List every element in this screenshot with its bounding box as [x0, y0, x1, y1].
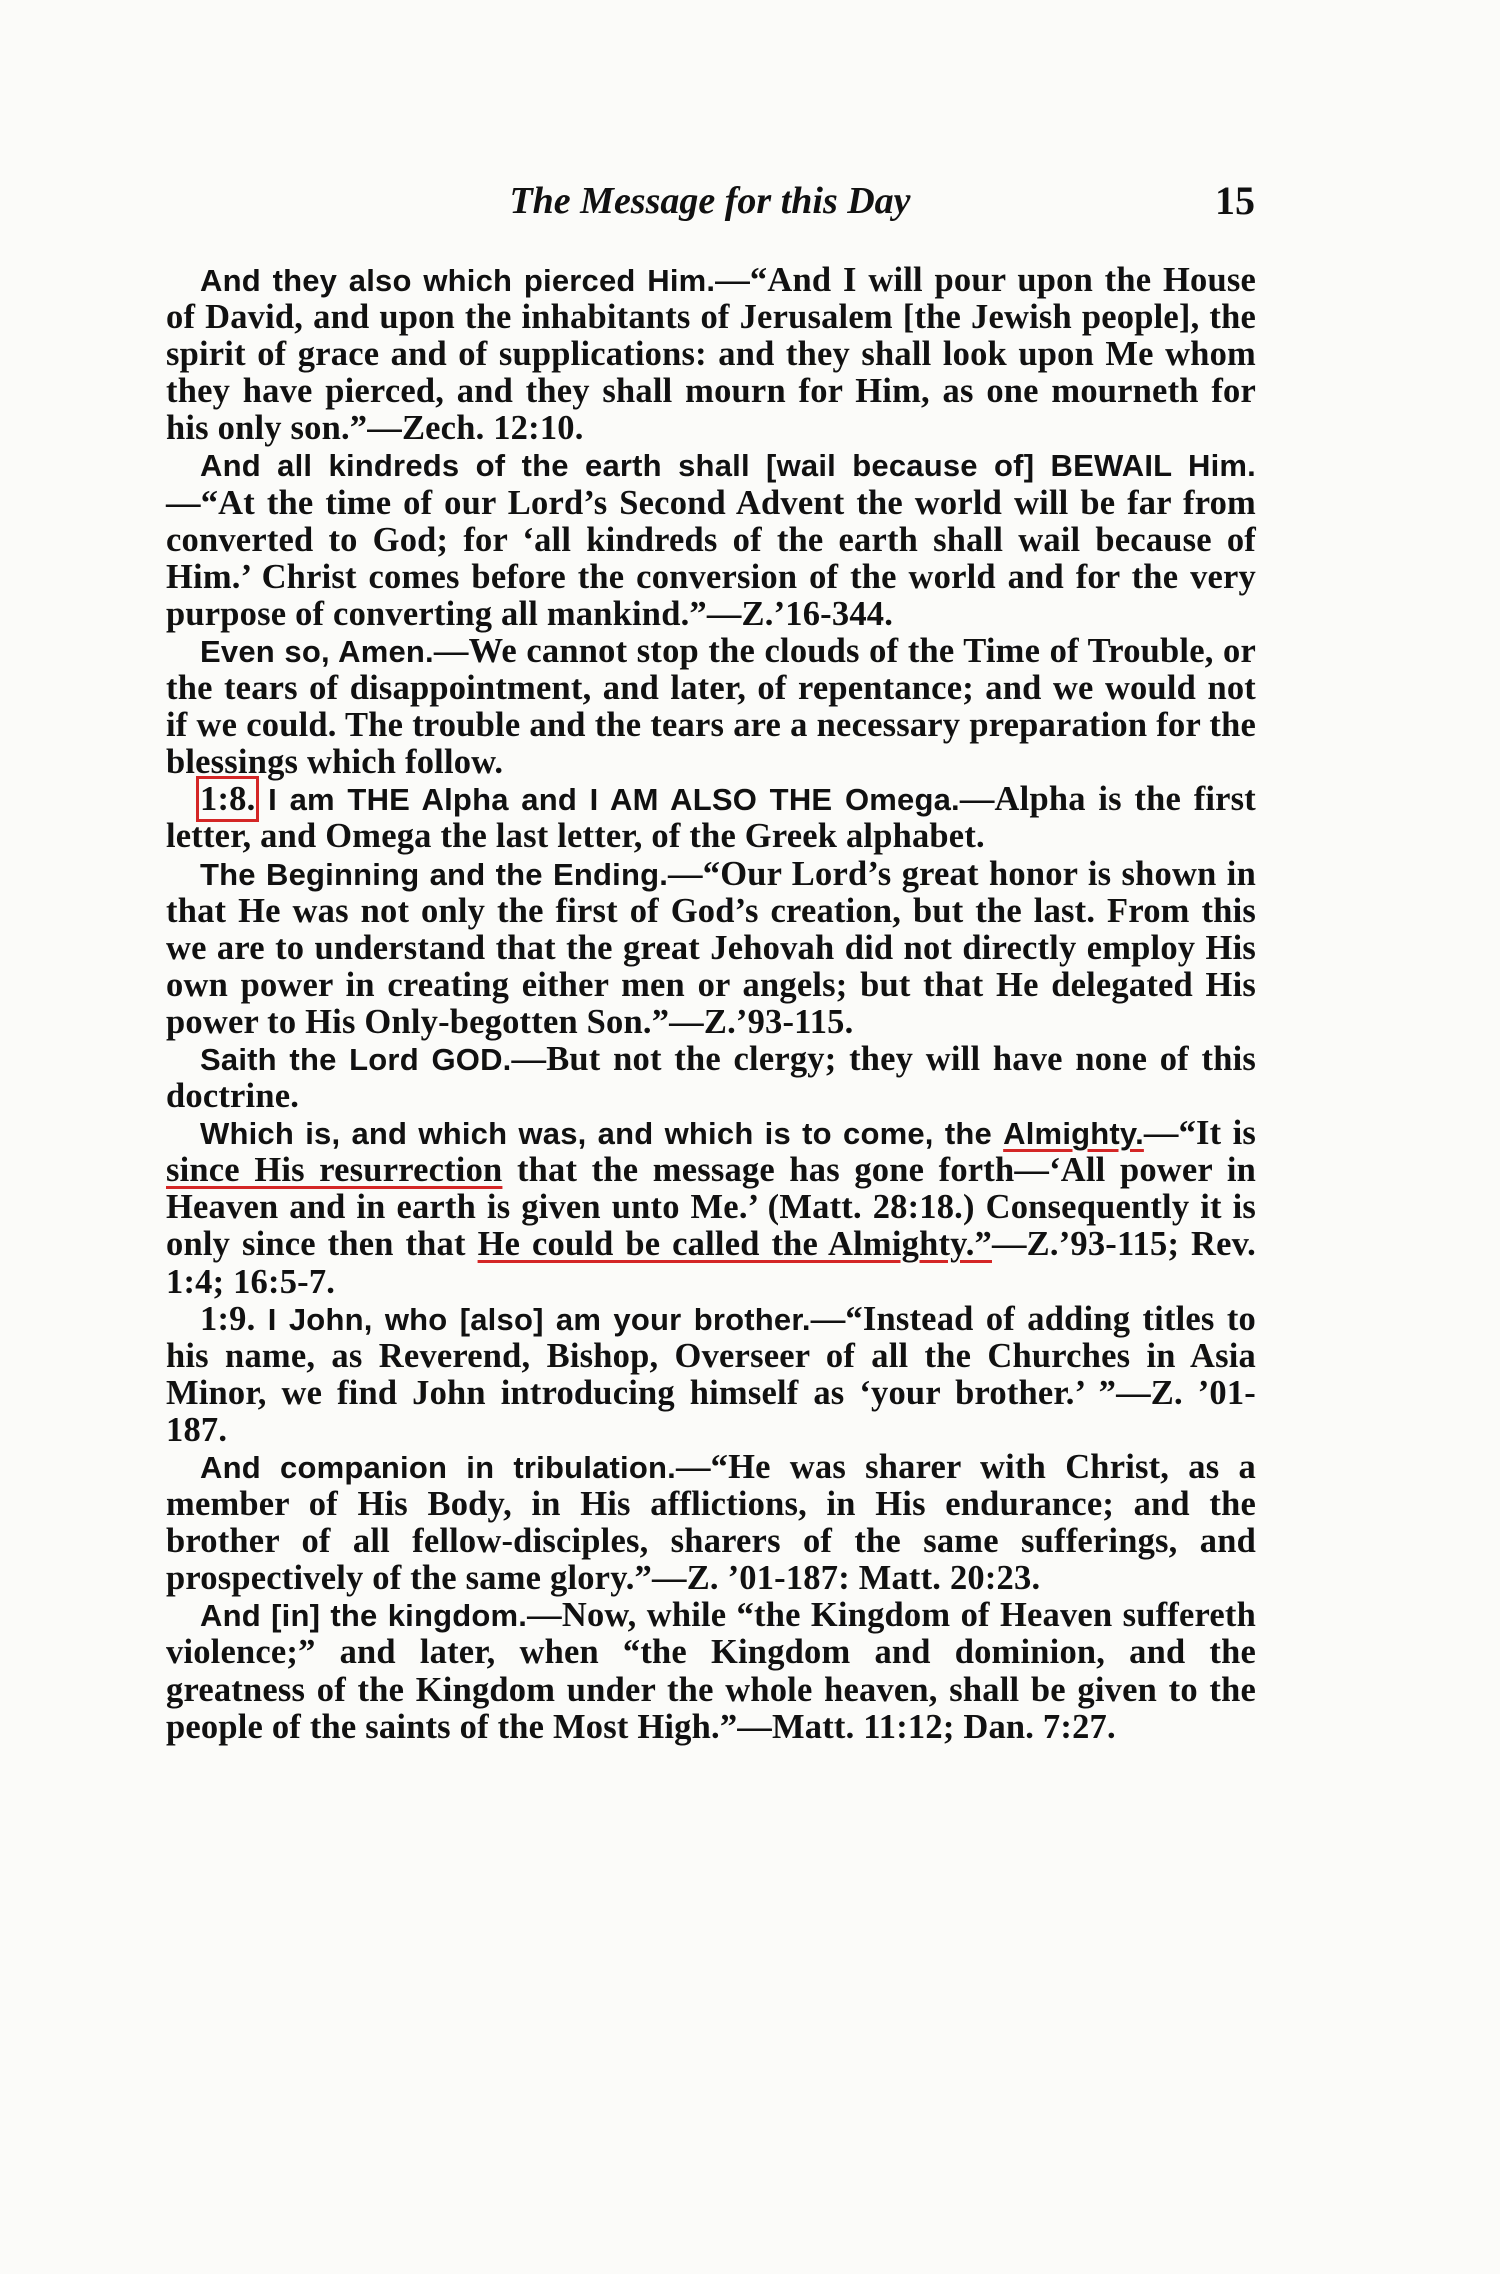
- paragraph-lead: I John, who [also] am your brother.: [267, 1301, 811, 1337]
- paragraph-text: —“Instead of adding titles to his name, as Reverend, Bishop, Overseer of all the Churches in Asia Minor, we find John introducing himself as ‘your brother.’ ”—Z. ’01-187.: [166, 1299, 1257, 1449]
- paragraph-text: —“And I will pour upon the House of David, and upon the inhabitants of Jerusalem [the Jewish people], the spirit of grace and of supplications: and they shall look upon Me whom they have pierced, and they shall mourn for Him, as one mourneth for his only son.”—Zech. 12:10.: [166, 261, 1256, 448]
- underlined-phrase-called-almighty: He could be called the Almighty.”: [477, 1225, 992, 1264]
- paragraph-text: —“At the time of our Lord’s Second Advent the world will be far from converted to God; for ‘all kindreds of the earth shall wail because of Him.’ Christ comes before the conversion of the world and for the very purpose of converting all mankind.”—Z.’16-344.: [166, 483, 1256, 633]
- paragraph: [166, 1597, 1256, 1745]
- paragraph-text: —Now, while “the Kingdom of Heaven suffereth violence;” and later, when “the Kingdom and dominion, and the greatness of the Kingdom under the whole heaven, shall be given to the people of the saints of the Most High.”—Matt. 11:12; Dan. 7:27.: [166, 1596, 1256, 1746]
- paragraph: [166, 1301, 1256, 1449]
- paragraph-lead: Saith the Lord GOD.: [200, 1041, 512, 1077]
- paragraph-text: —“Our Lord’s great honor is shown in that He was not only the first of God’s creation, but the last. From this we are to understand that the great Jehovah did not directly employ His own power in creating either men or angels; but that He delegated His power to His Only-begotten Son.”—Z.’93-115.: [166, 854, 1256, 1041]
- paragraph-lead: And [in] the kingdom.: [200, 1598, 528, 1634]
- running-title: The Message for this Day: [509, 180, 911, 222]
- paragraph-text: —But not the clergy; they will have none of this doctrine.: [166, 1039, 1256, 1116]
- paragraph-text: —“It is: [1143, 1114, 1256, 1153]
- paragraph-lead: And companion in tribulation.: [200, 1450, 676, 1485]
- paragraph-lead: And all kindreds of the earth shall [wail because of] BEWAIL Him.: [200, 448, 1256, 484]
- paragraph-text: —We cannot stop the clouds of the Time of Trouble, or the tears of disappointment, and later, of repentance; and we would not if we could. The trouble and the tears are a necessary preparation for the blessings which follow.: [166, 631, 1257, 782]
- paragraph: [166, 1115, 1256, 1300]
- page-number: 15: [1215, 178, 1255, 223]
- paragraph: [166, 262, 1256, 447]
- paragraph-text: that the message has gone forth—‘All power in Heaven and in earth is given unto Me.’ (Matt. 28:18.) Consequently it is only since then that: [166, 1151, 1256, 1264]
- paragraph-lead: And they also which pierced Him.: [200, 263, 716, 298]
- paragraph: [166, 1041, 1256, 1115]
- paragraph: [166, 633, 1256, 781]
- page-header: [165, 175, 1255, 235]
- verse-number: 1:9.: [200, 1299, 256, 1338]
- underlined-phrase-resurrection: since His resurrection: [166, 1151, 503, 1190]
- paragraph-text: —Alpha is the first letter, and Omega the last letter, of the Greek alphabet.: [166, 780, 1256, 856]
- paragraph-lead: Which is, and which was, and which is to come, the: [200, 1116, 992, 1152]
- paragraph: [166, 781, 1256, 855]
- paragraph-text: —Z.’93-115; Rev. 1:4; 16:5-7.: [166, 1225, 1257, 1301]
- verse-number-highlighted: 1:8.: [200, 780, 256, 819]
- paragraph-lead: I am THE Alpha and I AM ALSO THE Omega.: [268, 782, 960, 818]
- paragraph-text: —“He was sharer with Christ, as a member of His Body, in His afflictions, in His endurance; and the brother of all fellow-disciples, sharers of the same sufferings, and prospectively of the same glory.”—Z. ’01-187: Matt. 20:23.: [166, 1448, 1256, 1598]
- paragraph-lead: The Beginning and the Ending.: [200, 856, 669, 892]
- page-body: [166, 262, 1256, 1746]
- paragraph: [166, 1449, 1256, 1597]
- paragraph-lead: Even so, Amen.: [200, 633, 434, 669]
- paragraph: [166, 856, 1256, 1041]
- paragraph: [166, 447, 1256, 632]
- underlined-phrase-almighty: Almighty.: [1003, 1116, 1144, 1152]
